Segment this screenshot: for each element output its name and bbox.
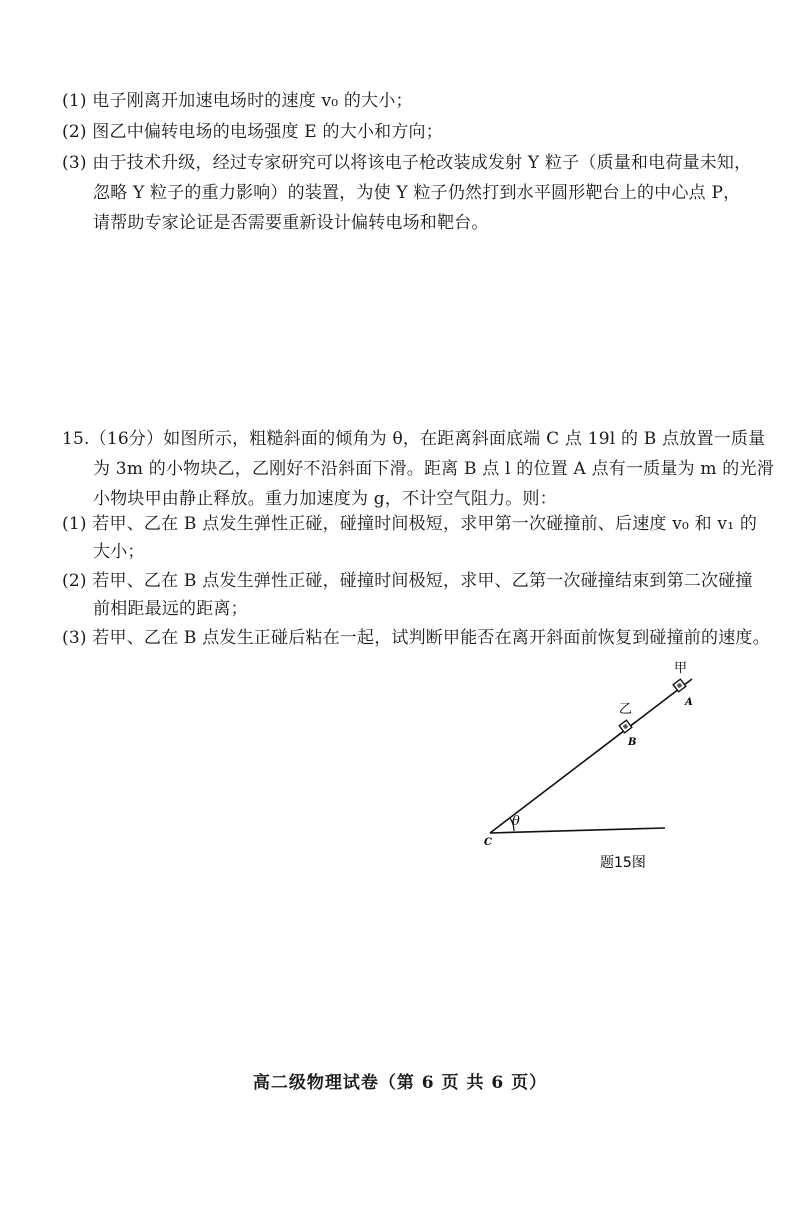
label-point-c: C [484, 837, 492, 848]
q15-part3-text: 若甲、乙在 B 点发生正碰后粘在一起，试判断甲能否在离开斜面前恢复到碰撞前的速度。 [92, 628, 770, 648]
q14-part2-label: (2) [62, 122, 87, 142]
incline-diagram [470, 655, 710, 885]
q15-stem-line3: 小物块甲由静止释放。重力加速度为 g，不计空气阻力。则： [93, 489, 557, 509]
label-yi: 乙 [619, 702, 633, 717]
q14-part3-line3: 请帮助专家论证是否需要重新设计偏转电场和靶台。 [93, 213, 489, 233]
figure-caption: 题15图 [600, 855, 646, 871]
q15-part2-line2: 前相距最远的距离； [93, 599, 248, 619]
q15-stem-line2: 为 3m 的小物块乙，乙刚好不沿斜面下滑。距离 B 点 l 的位置 A 点有一质量为 m 的光滑 [93, 459, 774, 479]
q15-part3 [62, 627, 770, 649]
label-point-b: B [628, 737, 637, 748]
q14-part1-label: (1) [62, 91, 87, 111]
q14-part3-line1: 由于技术升级，经过专家研究可以将该电子枪改装成发射 Y 粒子（质量和电荷量未知， [92, 153, 752, 173]
q15-part2 [62, 570, 753, 592]
q15-part1-line2: 大小； [93, 542, 145, 562]
incline-line [490, 679, 692, 833]
q14-part2 [62, 121, 443, 143]
q15-part1-label: (1) [62, 514, 87, 534]
angle-label: θ [512, 814, 520, 829]
q15-part3-label: (3) [62, 628, 87, 648]
q14-part1-text: 电子刚离开加速电场时的速度 v₀ 的大小； [92, 91, 413, 111]
q15-part2-line1: 若甲、乙在 B 点发生弹性正碰，碰撞时间极短，求甲、乙第一次碰撞结束到第二次碰撞 [92, 571, 753, 591]
q15-part2-label: (2) [62, 571, 87, 591]
q14-part3 [62, 152, 751, 174]
q14-part1 [62, 90, 413, 112]
q15-part1 [62, 513, 757, 535]
q14-part2-text: 图乙中偏转电场的电场强度 E 的大小和方向； [92, 122, 443, 142]
q15-stem-line1: 15.（16分）如图所示，粗糙斜面的倾角为 θ，在距离斜面底端 C 点 19l 的 B 点放置一质量 [62, 429, 766, 449]
q14-part3-line2: 忽略 Y 粒子的重力影响）的装置，为使 Y 粒子仍然打到水平圆形靶台上的中心点 P， [93, 183, 741, 203]
page-footer: 高二级物理试卷（第 6 页 共 6 页） [252, 1073, 548, 1093]
label-jia: 甲 [674, 661, 688, 676]
q14-part3-label: (3) [62, 153, 87, 173]
q15-part1-line1: 若甲、乙在 B 点发生弹性正碰，碰撞时间极短，求甲第一次碰撞前、后速度 v₀ 和 v₁ 的 [92, 514, 758, 534]
label-point-a: A [685, 697, 693, 708]
